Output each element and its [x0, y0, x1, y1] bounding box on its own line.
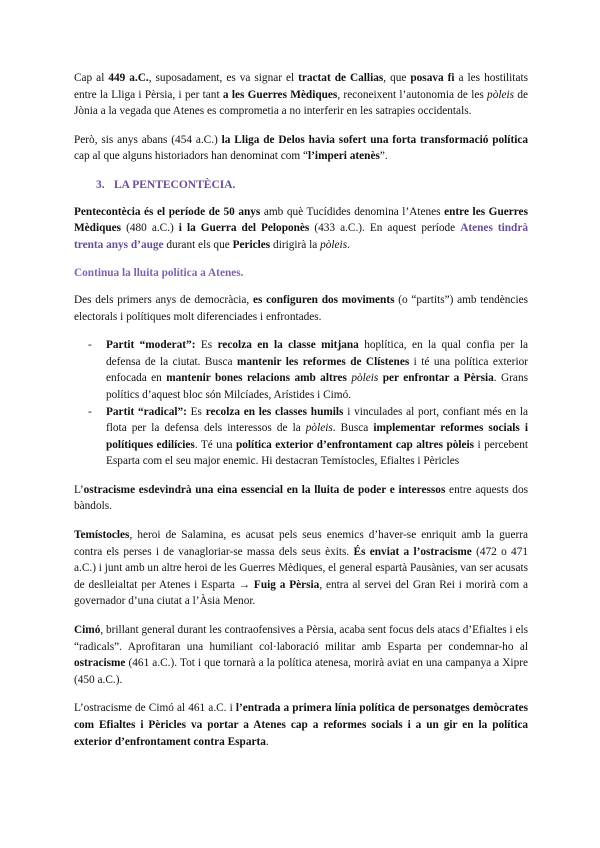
paragraph-themistocles — [74, 527, 528, 610]
text-run: Es — [186, 405, 206, 418]
text-run: ostracisme — [74, 657, 126, 670]
text-run: l’imperi atenès — [308, 150, 380, 163]
dash-bullet-icon: - — [88, 339, 92, 352]
text-run: , reconeixent l’autonomia de les — [337, 88, 488, 101]
text-run: i té una política exterior enfocada en — [106, 355, 528, 385]
section-number: 3. — [96, 178, 105, 191]
paragraph-cimon — [74, 622, 528, 688]
text-run: ”. — [379, 150, 388, 163]
list-item-text — [106, 339, 528, 401]
text-run: i la Guerra del Peloponès — [178, 222, 310, 235]
text-run: recolza en la classe mitjana — [217, 339, 359, 352]
text-run: Cap al — [74, 72, 109, 84]
text-run: (o “partits”) amb tendències electorals i polítiques molt diferenciades i enfrontades. — [74, 293, 528, 323]
list-item-radical-party — [74, 404, 528, 470]
text-run: tractat de Callias — [298, 72, 384, 84]
text-run: Però, sis anys abans (454 a.C.) — [74, 133, 222, 146]
text-run: (433 a.C.). En aquest període — [309, 222, 461, 235]
text-run: , heroi de Salamina, es acusat pels seus enemics d’haver-se enriquit amb la guerra contra els perses i de vanagloriar-se massa dels seus èxits. — [74, 529, 528, 558]
text-run: . Grans polítics d’aquest bloc són Milcíades, Arístides i Cimó. — [106, 372, 528, 401]
text-run: (472 o 471 a.C.) i junt amb un altre heroi de les Guerres Mèdiques, el general espartà Pausànies, van ser acusats de deslleialtat per Atenes i Esparta — [74, 545, 529, 591]
paragraph-delos-league — [74, 132, 528, 165]
text-run: , entra al servei del Gran Rei i morirà com a governador d’una ciutat a l’Àsia Menor. — [74, 578, 528, 608]
text-run: dirigirà la — [270, 238, 321, 251]
text-run: (480 a.C.) — [121, 222, 179, 235]
paragraph-ostracism — [74, 482, 528, 515]
text-run: política exterior d’enfrontament cap altres pòleis — [235, 438, 475, 451]
text-run: L’ — [74, 483, 84, 496]
party-list — [74, 337, 528, 470]
text-run: , brillant general durant les contraofensives a Pèrsia, acaba sent focus dels atacs d’Efialtes i els “radicals”. Aprofitaran una humiliant col·laboració militar amb Esparta per condemnar-ho al — [74, 624, 528, 653]
text-run: ostracisme esdevindrà una eina essencial en la lluita de poder e interessos — [83, 483, 446, 496]
text-run: l’entrada a primera línia política de personatges demòcrates com Efialtes i Pèricles va portar a Atenes cap a reformes socials i a un gir en la política exterior d’enfrontament contra Esparta — [74, 702, 528, 748]
text-run: es configuren dos moviments — [252, 293, 395, 306]
text-run: Des dels primers anys de democràcia, — [74, 293, 253, 306]
text-run: . — [265, 735, 269, 748]
text-run: pòleis — [351, 372, 379, 385]
text-run: . Té una — [194, 438, 236, 451]
paragraph-conclusion — [74, 700, 528, 750]
section-heading-pentecontecia — [96, 177, 528, 194]
document-page — [74, 70, 528, 762]
list-item-moderate-party — [74, 337, 528, 403]
text-run: pòleis — [305, 422, 333, 435]
text-run: pòleis — [320, 238, 348, 251]
text-run: entre aquests dos bàndols. — [74, 483, 528, 513]
text-run: la Lliga de Delos havia sofert una forta transformació política — [221, 133, 529, 146]
text-run: Pentecontècia és el període de 50 anys — [74, 205, 261, 218]
text-run: Cimó — [74, 624, 101, 637]
text-run: L’ostracisme de Cimó al 461 a.C. i — [74, 702, 236, 715]
text-run: . — [347, 238, 350, 251]
paragraph-pentecontecia-definition — [74, 204, 528, 254]
text-run: posava fi — [410, 72, 455, 84]
text-run: entre les Guerres Mèdiques — [74, 205, 528, 235]
text-run: per enfrontar a Pèrsia — [378, 372, 494, 385]
text-run: recolza en les classes humils — [205, 405, 344, 418]
text-run: pòleis — [487, 88, 515, 101]
text-run: Es — [195, 339, 218, 352]
text-run: a les hostilitats entre la Lliga i Pèrsia, i per tant — [74, 72, 528, 101]
text-run: És enviat a l’ostracisme — [353, 545, 472, 558]
text-run: Partit “moderat”: — [106, 339, 196, 352]
text-run: Atenes tindrà trenta anys d’auge — [74, 222, 528, 251]
dash-bullet-icon: - — [88, 405, 92, 418]
text-run: Pericles — [232, 238, 271, 251]
text-run: mantenir bones relacions amb altres — [166, 372, 352, 385]
text-run: cap al que alguns historiadors han denominat com “ — [74, 150, 309, 163]
subheading-political-struggle: Continua la lluita política a Atenes. — [74, 267, 244, 280]
paragraph-two-movements — [74, 292, 528, 325]
text-run: hoplítica, en la qual confia per la defensa de la ciutat. Busca — [106, 339, 528, 368]
list-item-text — [106, 406, 528, 468]
text-run: amb què Tucídides denomina l’Atenes — [260, 205, 445, 218]
text-run: durant els que — [163, 238, 233, 251]
text-run: . Busca — [332, 422, 374, 435]
text-run: (461 a.C.). Tot i que tornarà a la política atenesa, morirà aviat en una campanya a Xipre (450 a.C.). — [74, 657, 528, 686]
text-run: , suposadament, es va signar el — [148, 72, 299, 84]
text-run: Temístocles — [74, 529, 130, 542]
text-run: i percebent Esparta com el seu major enemic. Hi destacran Temístocles, Efialtes i Pèricles — [106, 438, 528, 468]
text-run: 449 a.C. — [108, 72, 149, 84]
paragraph-callias-treaty — [74, 70, 528, 120]
text-run: → Fuig a Pèrsia — [238, 578, 320, 591]
section-title: LA PENTECONTÈCIA. — [114, 178, 236, 191]
text-run: implementar reformes socials i polítiques edilícies — [106, 422, 528, 451]
text-run: mantenir les reformes de Clístenes — [236, 355, 410, 368]
text-run: a les Guerres Mèdiques — [222, 88, 338, 101]
text-run: de Jònia a la vegada que Atenes es comprometia a no interferir en les satrapies occidentals. — [74, 88, 528, 118]
text-run: Partit “radical”: — [106, 405, 187, 418]
text-run: , que — [383, 72, 411, 84]
text-run: i vinculades al port, confiant més en la flota per la defensa dels interessos de la — [106, 405, 529, 435]
